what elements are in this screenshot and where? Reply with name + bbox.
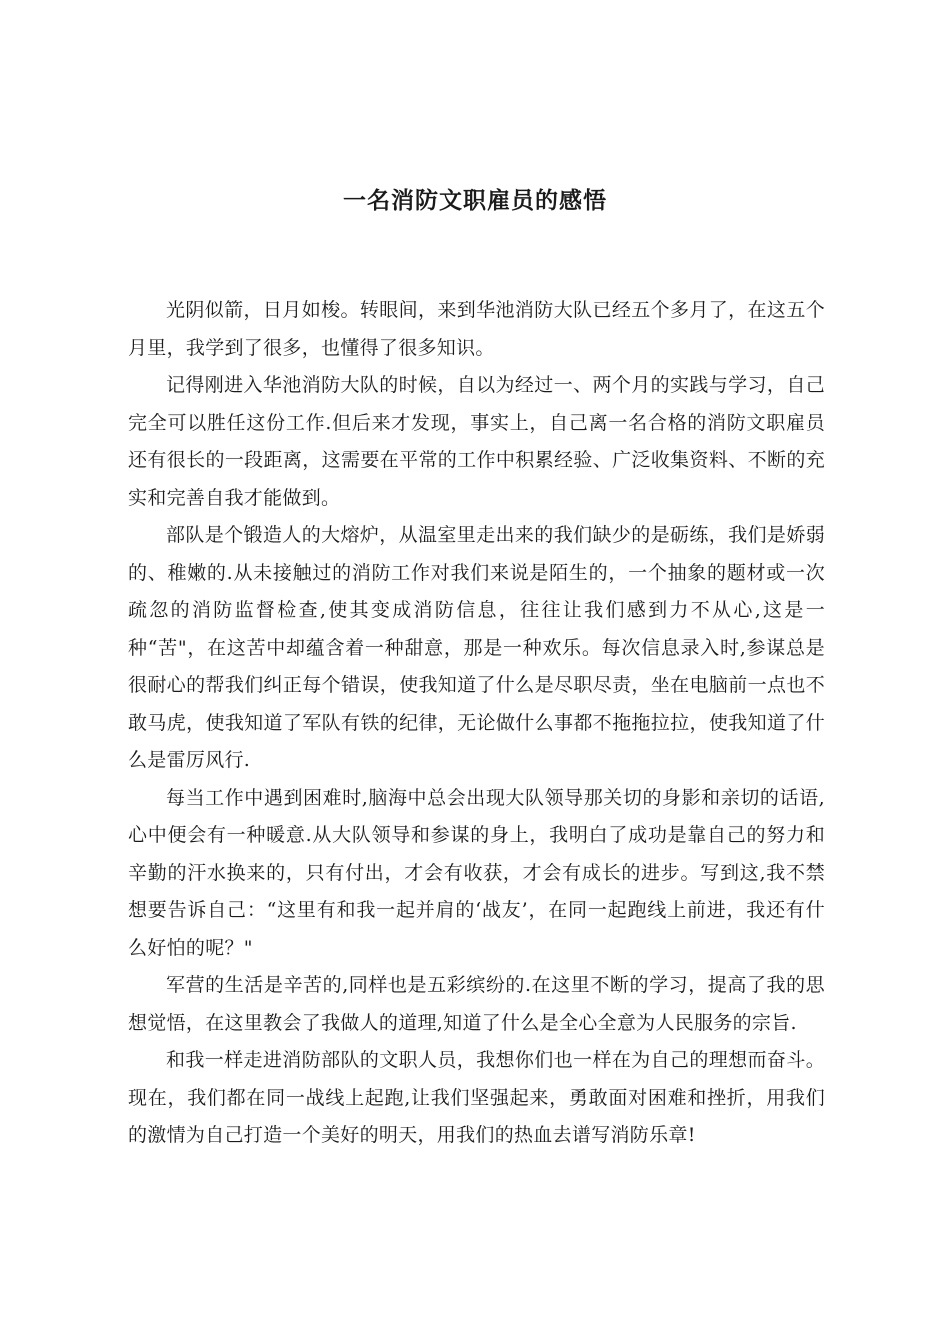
paragraph-5: 军营的生活是辛苦的,同样也是五彩缤纷的.在这里不断的学习，提高了我的思想觉悟，在这里教会了我做人的道理,知道了什么是全心全意为人民服务的宗旨. — [128, 974, 825, 1034]
document-body — [128, 292, 825, 1155]
paragraph-3: 部队是个锻造人的大熔炉，从温室里走出来的我们缺少的是砺练，我们是娇弱的、稚嫩的.从未接触过的消防工作对我们来说是陌生的，一个抽象的题材或一次疏忽的消防监督检查,使其变成消防信息，往往让我们感到力不从心,这是一种“苦"，在这苦中却蕴含着一种甜意，那是一种欢乐。每次信息录入时,参谋总是很耐心的帮我们纠正每个错误，使我知道了什么是尽职尽责，坐在电脑前一点也不敢马虎，使我知道了军队有铁的纪律，无论做什么事都不拖拖拉拉，使我知道了什么是雷厉风行. — [128, 524, 825, 771]
paragraph-4: 每当工作中遇到困难时,脑海中总会出现大队领导那关切的身影和亲切的话语,心中便会有一种暖意.从大队领导和参谋的身上，我明白了成功是靠自己的努力和辛勤的汗水换来的，只有付出，才会有收获，才会有成长的进步。写到这,我不禁想要告诉自己：“这里有和我一起并肩的‘战友’，在同一起跑线上前进，我还有什么好怕的呢？" — [128, 786, 825, 959]
paragraph-1: 光阴似箭，日月如梭。转眼间，来到华池消防大队已经五个多月了，在这五个月里，我学到了很多，也懂得了很多知识。 — [128, 299, 825, 359]
paragraph-6: 和我一样走进消防部队的文职人员，我想你们也一样在为自己的理想而奋斗。现在，我们都在同一战线上起跑,让我们坚强起来，勇敢面对困难和挫折，用我们的激情为自己打造一个美好的明天，用我们的热血去谱写消防乐章! — [128, 1049, 825, 1146]
paragraph-2: 记得刚进入华池消防大队的时候，自以为经过一、两个月的实践与学习，自己完全可以胜任这份工作.但后来才发现，事实上，自己离一名合格的消防文职雇员还有很长的一段距离，这需要在平常的工作中积累经验、广泛收集资料、不断的充实和完善自我才能做到。 — [128, 374, 825, 509]
document-title: 一名消防文职雇员的感悟 — [343, 188, 607, 214]
